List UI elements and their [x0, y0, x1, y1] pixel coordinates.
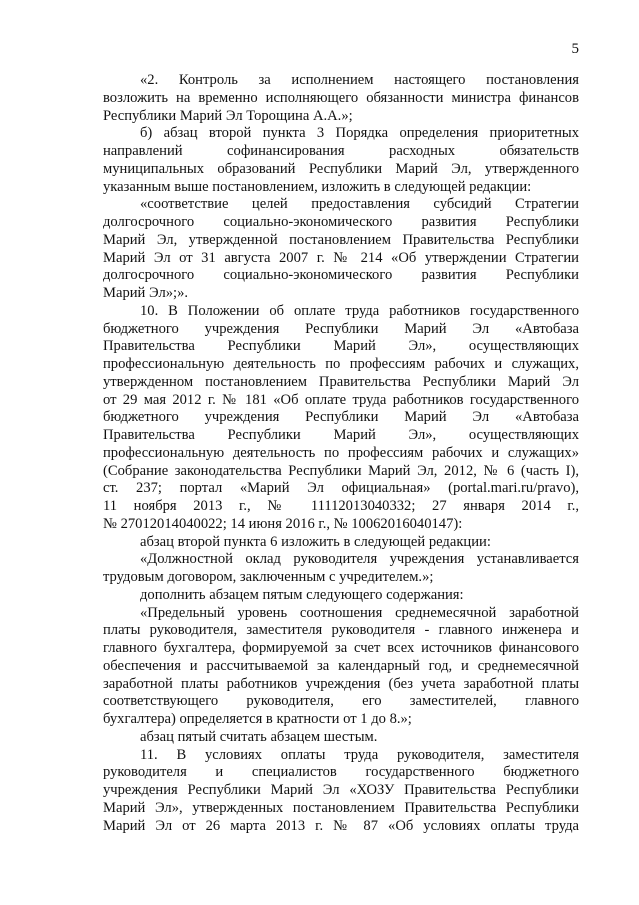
text-line: обеспечения и рассчитываемой за календарный год, и среднемесячной — [103, 657, 579, 674]
text-line: профессиональную деятельность по профессиям рабочих и служащих, — [103, 356, 579, 372]
text-line: Марий Эл от 26 марта 2013 г. № 87 «Об условиях оплаты труда — [103, 817, 579, 834]
text-line: платы руководителя, заместителя руководителя - главного инженера и — [103, 622, 579, 639]
text-line: «Предельный уровень соотношения среднемесячной заработной — [140, 604, 579, 621]
text-line: направлений софинансирования расходных обязательств — [103, 143, 579, 159]
text-line: трудовым договором, заключенным с учредителем.»; — [103, 569, 434, 585]
text-line: главного бухгалтера, формируемой за счет всех источников финансового — [103, 640, 579, 656]
text-line: от 29 мая 2012 г. № 181 «Об оплате труда работников государственного — [103, 391, 579, 408]
text-line: ст. 237; портал «Марий Эл официальная» (portal.mari.ru/pravo), — [103, 480, 579, 497]
text-line: «Должностной оклад руководителя учреждения устанавливается — [140, 551, 579, 568]
text-line: возложить на временно исполняющего обязанности министра финансов — [103, 89, 579, 106]
text-line: бухгалтера) определяется в кратности от 1 до 8.»; — [103, 711, 412, 727]
text-line: профессиональную деятельность по профессиям рабочих и служащих» — [103, 444, 579, 461]
text-line: бюджетного учреждения Республики Марий Эл «Автобаза — [103, 320, 579, 337]
text-line: дополнить абзацем пятым следующего содержания: — [140, 586, 464, 603]
text-line: бюджетного учреждения Республики Марий Эл «Автобаза — [103, 409, 579, 426]
text-line: № 27012014040022; 14 июня 2016 г., № 10062016040147): — [103, 515, 463, 532]
text-line: заработной платы работников учреждения (без учета заработной платы — [103, 675, 579, 692]
text-line: 10. В Положении об оплате труда работников государственного — [140, 302, 579, 319]
text-line: Марий Эл, утвержденной постановлением Правительства Республики — [103, 231, 579, 248]
document-body — [103, 72, 579, 835]
page-number: 5 — [571, 41, 579, 57]
text-line: Марий Эл», утвержденных постановлением Правительства Республики — [103, 799, 579, 816]
text-line: Республики Марий Эл Торощина А.А.»; — [103, 107, 353, 124]
text-line: долгосрочного социально-экономического развития Республики — [103, 214, 579, 230]
text-line: учреждения Республики Марий Эл «ХОЗУ Правительства Республики — [103, 782, 579, 798]
text-line: абзац второй пункта 6 изложить в следующей редакции: — [140, 533, 491, 550]
text-line: Правительства Республики Марий Эл», осуществляющих — [103, 427, 579, 443]
text-line: Правительства Республики Марий Эл», осуществляющих — [103, 338, 579, 355]
text-line: «2. Контроль за исполнением настоящего постановления — [140, 72, 579, 88]
text-line: Марий Эл от 31 августа 2007 г. № 214 «Об утверждении Стратегии — [103, 249, 579, 266]
text-line: руководителя и специалистов государственного бюджетного — [103, 764, 579, 781]
text-line: 11 ноября 2013 г., № 11112013040332; 27 января 2014 г., — [103, 498, 579, 514]
text-line: муниципальных образований Республики Марий Эл, утвержденного — [103, 160, 579, 177]
text-line: 11. В условиях оплаты труда руководителя, заместителя — [140, 746, 579, 763]
text-line: (Собрание законодательства Республики Марий Эл, 2012, № 6 (часть I), — [103, 462, 579, 479]
text-line: Марий Эл»;». — [103, 285, 189, 301]
text-line: «соответствие целей предоставления субсидий Стратегии — [140, 196, 579, 213]
text-line: б) абзац второй пункта 3 Порядка определения приоритетных — [140, 125, 579, 142]
text-line: абзац пятый считать абзацем шестым. — [140, 728, 378, 745]
text-line: долгосрочного социально-экономического развития Республики — [103, 267, 579, 284]
text-line: соответствующего руководителя, его заместителей, главного — [103, 693, 579, 710]
text-line: утвержденном постановлением Правительства Республики Марий Эл — [103, 373, 579, 390]
text-line: указанным выше постановлением, изложить в следующей редакции: — [103, 178, 532, 195]
